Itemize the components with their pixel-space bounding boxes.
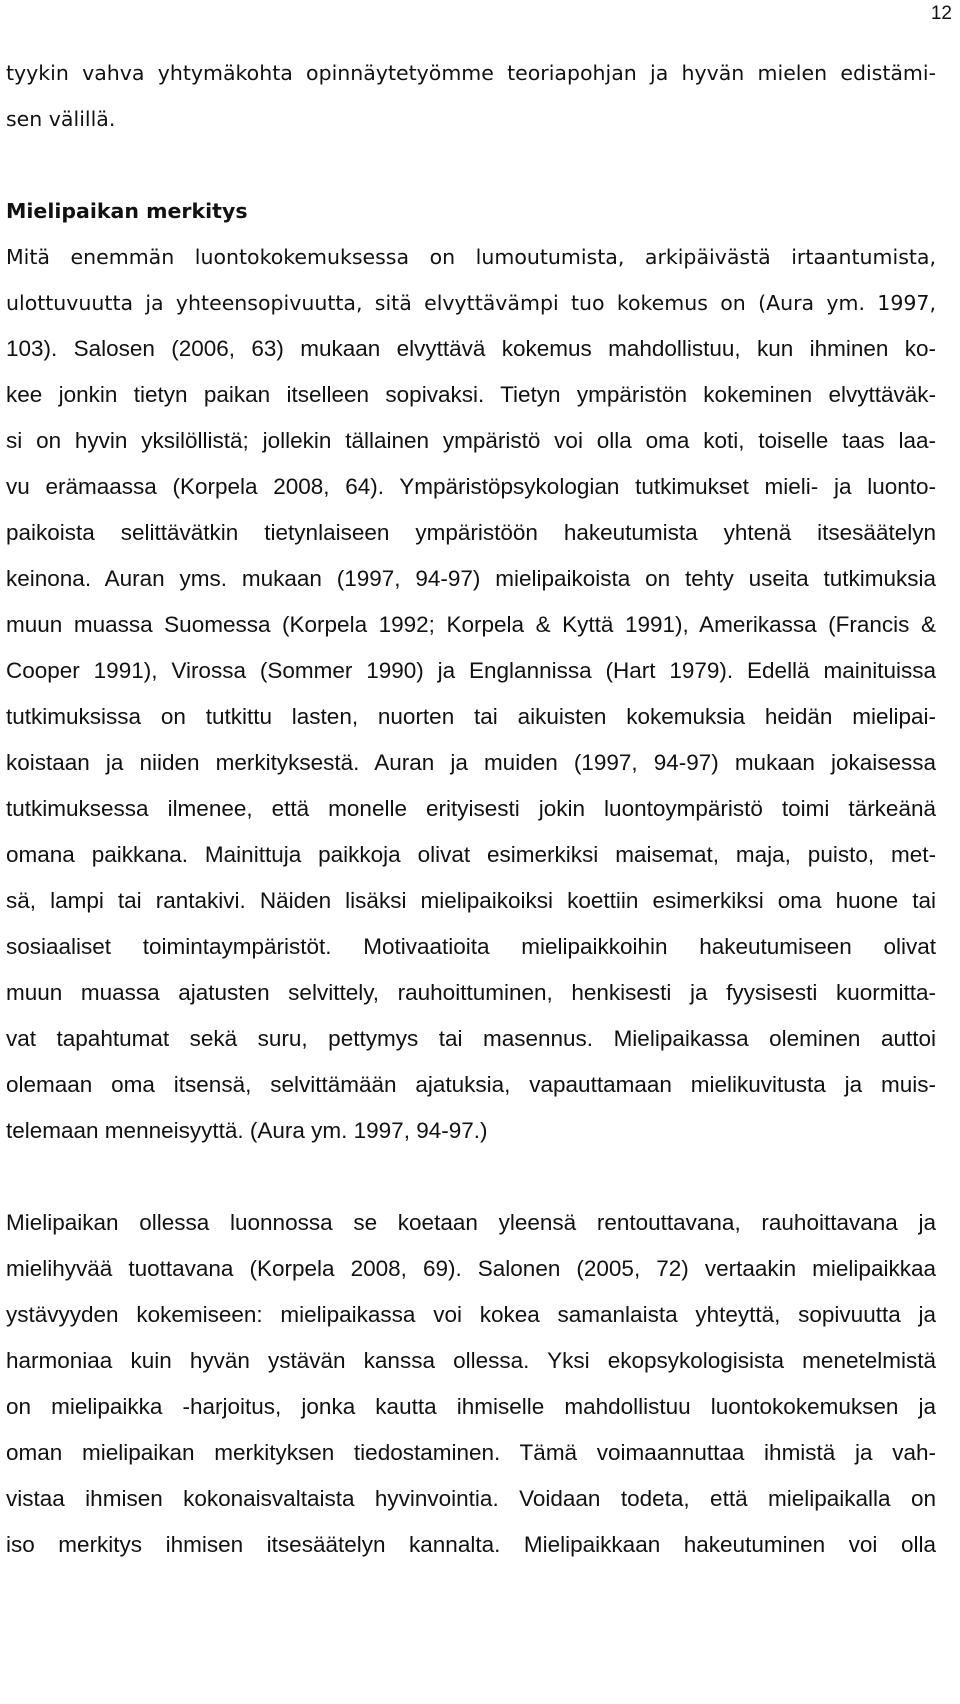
intro-line: tyykin vahva yhtymäkohta opinnäytetyömme teoriapohjan ja hyvän mielen edistämi-: [6, 61, 936, 85]
paragraph-line: muun muassa ajatusten selvittely, rauhoittuminen, henkisesti ja fyysisesti kuormitta-: [6, 980, 936, 1005]
paragraph-line: ulottuvuutta ja yhteensopivuutta, sitä elvyttävämpi tuo kokemus on (Aura ym. 1997,: [6, 291, 936, 315]
paragraph-line: tutkimuksissa on tutkittu lasten, nuorten tai aikuisten kokemuksia heidän mielipai-: [6, 704, 936, 729]
paragraph-line: mielihyvää tuottavana (Korpela 2008, 69). Salonen (2005, 72) vertaakin mielipaikkaa: [6, 1256, 936, 1281]
paragraph-line: tutkimuksessa ilmenee, että monelle erityisesti jokin luontoympäristö toimi tärkeänä: [6, 796, 936, 821]
paragraph-line: telemaan menneisyyttä. (Aura ym. 1997, 94-97.): [6, 1118, 488, 1143]
intro-line: sen välillä.: [6, 107, 116, 131]
paragraph-line: iso merkitys ihmisen itsesäätelyn kannalta. Mielipaikkaan hakeutuminen voi olla: [6, 1532, 936, 1557]
paragraph-line: vu erämaassa (Korpela 2008, 64). Ympäristöpsykologian tutkimukset mieli- ja luonto-: [6, 474, 936, 499]
paragraph-line: oman mielipaikan merkityksen tiedostaminen. Tämä voimaannuttaa ihmistä ja vah-: [6, 1440, 936, 1465]
paragraph-line: harmoniaa kuin hyvän ystävän kanssa ollessa. Yksi ekopsykologisista menetelmistä: [6, 1348, 936, 1373]
paragraph-line: vat tapahtumat sekä suru, pettymys tai masennus. Mielipaikassa oleminen auttoi: [6, 1026, 936, 1051]
paragraph-line: olemaan oma itsensä, selvittämään ajatuksia, vapauttamaan mielikuvitusta ja muis-: [6, 1072, 936, 1097]
page-number: 12: [930, 3, 952, 24]
paragraph-line: 103). Salosen (2006, 63) mukaan elvyttävä kokemus mahdollistuu, kun ihminen ko-: [6, 336, 936, 361]
paragraph-line: omana paikkana. Mainittuja paikkoja olivat esimerkiksi maisemat, maja, puisto, met-: [6, 842, 936, 867]
paragraph-line: keinona. Auran yms. mukaan (1997, 94-97) mielipaikoista on tehty useita tutkimuksia: [6, 566, 936, 591]
paragraph-line: Cooper 1991), Virossa (Sommer 1990) ja Englannissa (Hart 1979). Edellä mainituissa: [6, 658, 936, 683]
paragraph-line: sosiaaliset toimintaympäristöt. Motivaatioita mielipaikkoihin hakeutumiseen olivat: [6, 934, 936, 959]
paragraph-line: si on hyvin yksilöllistä; jollekin tällainen ympäristö voi olla oma koti, toiselle taas laa-: [6, 428, 936, 453]
paragraph-line: ystävyyden kokemiseen: mielipaikassa voi kokea samanlaista yhteyttä, sopivuutta ja: [6, 1302, 936, 1327]
paragraph-line: on mielipaikka -harjoitus, jonka kautta ihmiselle mahdollistuu luontokokemuksen ja: [6, 1394, 936, 1419]
paragraph-line: koistaan ja niiden merkityksestä. Auran ja muiden (1997, 94-97) mukaan jokaisessa: [6, 750, 936, 775]
section-heading: Mielipaikan merkitys: [6, 199, 248, 223]
paragraph-line: muun muassa Suomessa (Korpela 1992; Korpela & Kyttä 1991), Amerikassa (Francis &: [6, 612, 936, 637]
paragraph-line: Mielipaikan ollessa luonnossa se koetaan yleensä rentouttavana, rauhoittavana ja: [6, 1210, 936, 1235]
paragraph-line: Mitä enemmän luontokokemuksessa on lumoutumista, arkipäivästä irtaantumista,: [6, 245, 936, 269]
paragraph-line: vistaa ihmisen kokonaisvaltaista hyvinvointia. Voidaan todeta, että mielipaikalla on: [6, 1486, 936, 1511]
paragraph-line: kee jonkin tietyn paikan itselleen sopivaksi. Tietyn ympäristön kokeminen elvyttäväk-: [6, 382, 936, 407]
paragraph-line: paikoista selittävätkin tietynlaiseen ympäristöön hakeutumista yhtenä itsesäätelyn: [6, 520, 936, 545]
paragraph-line: sä, lampi tai rantakivi. Näiden lisäksi mielipaikoiksi koettiin esimerkiksi oma huone tai: [6, 888, 936, 913]
